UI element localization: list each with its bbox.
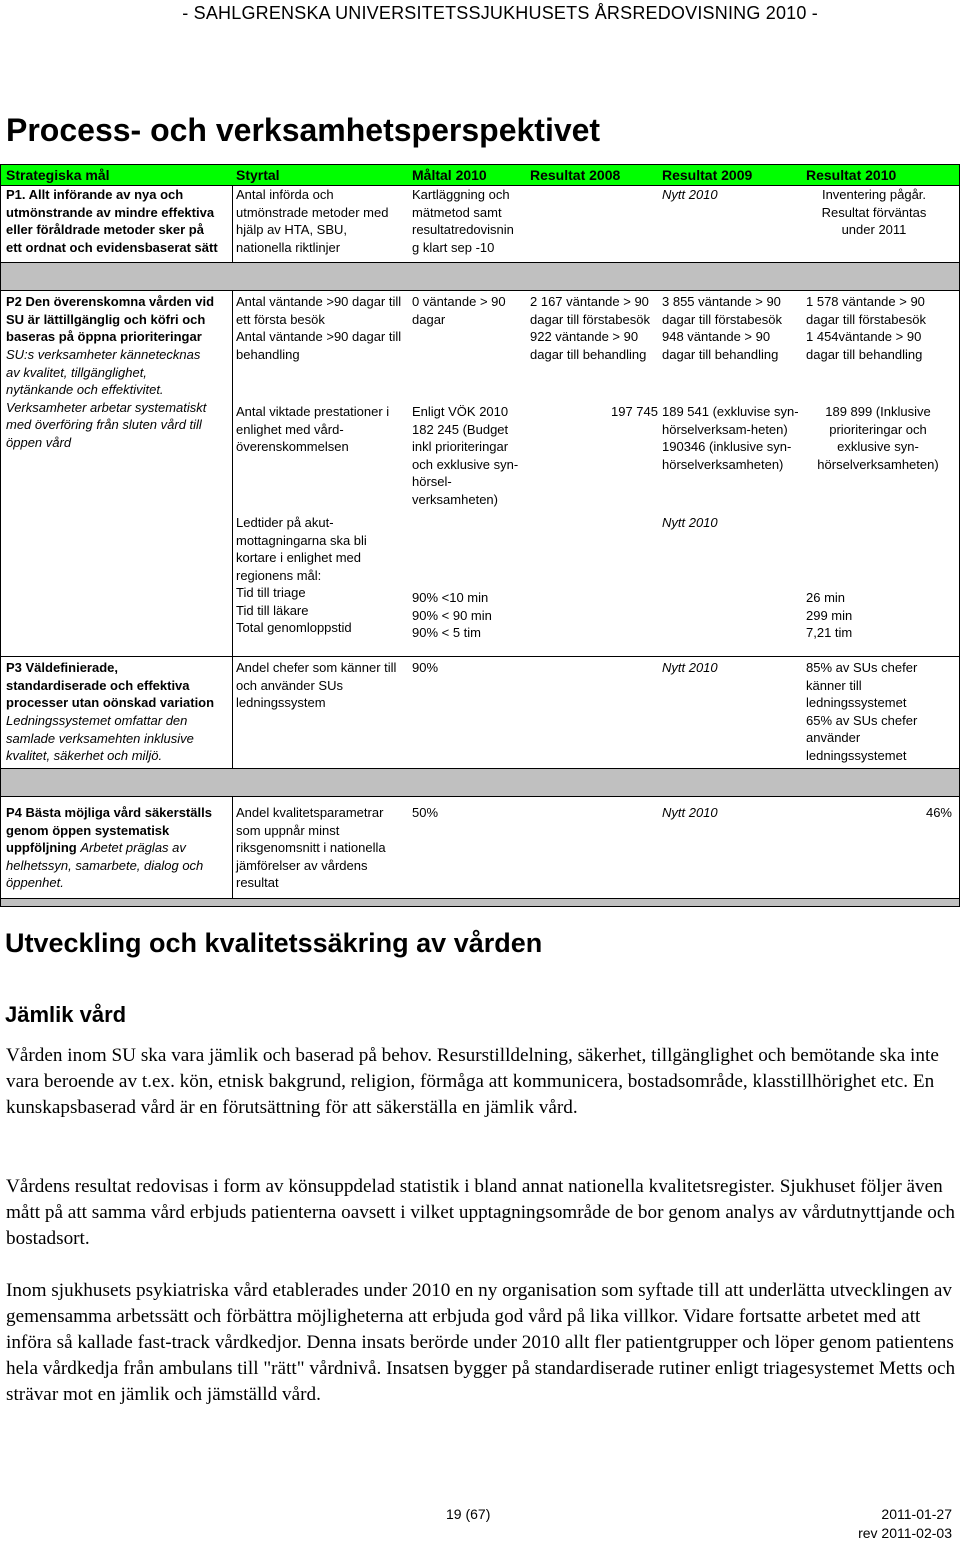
p4-result-2010: 46% xyxy=(925,805,952,820)
separator-band xyxy=(0,262,960,290)
p2-waiting-measure: Antal väntande >90 dagar till ett första besök Antal väntande >90 dagar till behandling xyxy=(236,294,402,362)
separator-band xyxy=(0,898,960,906)
p1-measure: Antal införda och utmönstrade metoder med hjälp av HTA, SBU, nationella riktlinjer xyxy=(236,187,389,255)
footer-revision: rev 2011-02-03 xyxy=(858,1525,952,1541)
p2-waiting-target: 0 väntande > 90 dagar xyxy=(412,294,506,327)
footer-date: 2011-01-27 xyxy=(881,1506,952,1522)
p4-target: 50% xyxy=(412,805,439,820)
p3-target: 90% xyxy=(412,660,439,675)
p2-leadtime-result-2009: Nytt 2010 xyxy=(662,515,718,530)
p4-measure: Andel kvalitetsparametrar som uppnår minst riksgenomsnitt i nationella jämförelser av vårdens resultat xyxy=(236,805,386,890)
paragraph: Inom sjukhusets psykiatriska vård etablerades under 2010 en ny organisation som syftade till att underlätta utvecklingen av gemensamma arbetssätt och förbättra möjligheterna att erbjuda god vård på lika villkor. Vidare fortsatte arbetet med att införa så kallade fast-track vårdkedjor. Denna insats berörde under 2010 allt fler patientgrupper och löper genom patientens hela vårdkedja från ambulans till "rätt" vårdnivå. Insatsen bygger på standardiserade rutiner enligt triagesystemet Metts och strävar mot en jämlik och jämställd vård. xyxy=(6,1280,956,1405)
section-title: Utveckling och kvalitetssäkring av vården xyxy=(5,928,543,958)
p3-result-2010: 85% av SUs chefer känner till ledningssystemet 65% av SUs chefer använder ledningssystemet xyxy=(806,660,918,763)
p2-production-target: Enligt VÖK 2010 182 245 (Budget inkl prioriteringar och exklusive syn- hörsel- verksamheten) xyxy=(412,404,519,507)
p3-goal: P3 Väldefinierade, standardiserade och effektiva processer utan oönskad variation xyxy=(6,660,215,710)
p1-goal: P1. Allt införande av nya och utmönstrande av mindre effektiva eller föråldrade metoder sker på ett ordnat och evidensbaserat sätt xyxy=(6,187,218,255)
p2-production-result-2010: 189 899 (Inklusive prioriteringar och exklusive syn- hörselverksamheten) xyxy=(817,404,939,472)
header-target-2010: Måltal 2010 xyxy=(412,167,487,183)
paragraph: Vårdens resultat redovisas i form av könsuppdelad statistik i bland annat nationella kvalitetsregister. Sjukhuset följer även mått på att samma vård erbjuds patienterna oavsett i vilket upptagningsområde de bor genom analys av vårdutnyttjande och bostadsort. xyxy=(6,1176,955,1249)
p2-waiting-result-2008: 2 167 väntande > 90 dagar till förstabesök 922 väntande > 90 dagar till behandling xyxy=(530,294,650,362)
header-result-2008: Resultat 2008 xyxy=(530,167,621,183)
p2-goal: P2 Den överenskomna vården vid SU är lättillgänglig och köfri och baseras på öppna prioriteringar xyxy=(6,294,215,344)
p1-result-2010: Inventering pågår. Resultat förväntas under 2011 xyxy=(821,187,927,237)
p2-goal-description: SU:s verksamheter kännetecknas av kvalitet, tillgänglighet, nytänkande och effektivitet. Verksamheter arbetar systematiskt med överföring från sluten vård till öppen vård xyxy=(6,347,207,450)
p2-leadtime-result-2010: 26 min 299 min 7,21 tim xyxy=(806,590,853,640)
running-head: - SAHLGRENSKA UNIVERSITETSSJUKHUSETS ÅRSREDOVISNING 2010 - xyxy=(182,3,818,23)
separator-band xyxy=(0,768,960,796)
p2-production-result-2009: 189 541 (exkluvise syn- hörselverksam-heten) 190346 (inklusive syn- hörselverksamheten) xyxy=(662,404,799,472)
p1-result-2009: Nytt 2010 xyxy=(662,187,718,202)
p3-measure: Andel chefer som känner till och använder SUs ledningssystem xyxy=(236,660,397,710)
p4-result-2009: Nytt 2010 xyxy=(662,805,718,820)
p2-leadtime-measure: Ledtider på akut- mottagningarna ska bli kortare i enlighet med regionens mål: Tid till triage Tid till läkare Total genomloppstid xyxy=(236,515,367,635)
header-result-2010: Resultat 2010 xyxy=(806,167,897,183)
page-title: Process- och verksamhetsperspektivet xyxy=(6,112,601,148)
paragraph: Vården inom SU ska vara jämlik och baserad på behov. Resurstilldelning, säkerhet, tillgänglighet och bemötande ska inte vara beroende av t.ex. kön, etnisk bakgrund, religion, förmåga att kommunicera, bostadsområde, klasstillhörighet etc. En kunskapsbaserad vård är en förutsättning för att säkerställa en jämlik vård. xyxy=(6,1045,939,1118)
header-measure: Styrtal xyxy=(236,167,280,183)
p3-goal-description: Ledningssystemet omfattar den samlade verksamehten inklusive kvalitet, säkerhet och miljö. xyxy=(6,713,194,763)
p2-production-result-2008: 197 745 xyxy=(611,404,658,419)
p4-goal-title: P4 Bästa möjliga vård säkerställs genom öppen systematisk uppföljning xyxy=(6,805,212,855)
page-number: 19 (67) xyxy=(446,1506,491,1522)
p2-leadtime-target: 90% <10 min 90% < 90 min 90% < 5 tim xyxy=(412,590,492,640)
p4-goal-description: Arbetet präglas av helhetssyn, samarbete, dialog och öppenhet. xyxy=(6,840,204,890)
p2-waiting-result-2010: 1 578 väntande > 90 dagar till förstabesök 1 454väntande > 90 dagar till behandling xyxy=(806,294,926,362)
p2-production-measure: Antal viktade prestationer i enlighet med vård- överenskommelsen xyxy=(236,404,390,454)
p1-target: Kartläggning och mätmetod samt resultatredovisnin g klart sep -10 xyxy=(412,187,514,255)
p4-goal xyxy=(6,804,212,892)
header-result-2009: Resultat 2009 xyxy=(662,167,753,183)
p2-waiting-result-2009: 3 855 väntande > 90 dagar till förstabesök 948 väntande > 90 dagar till behandling xyxy=(662,294,782,362)
header-strategic-goals: Strategiska mål xyxy=(6,167,110,183)
subsection-title: Jämlik vård xyxy=(5,1002,127,1027)
p3-result-2009: Nytt 2010 xyxy=(662,660,718,675)
